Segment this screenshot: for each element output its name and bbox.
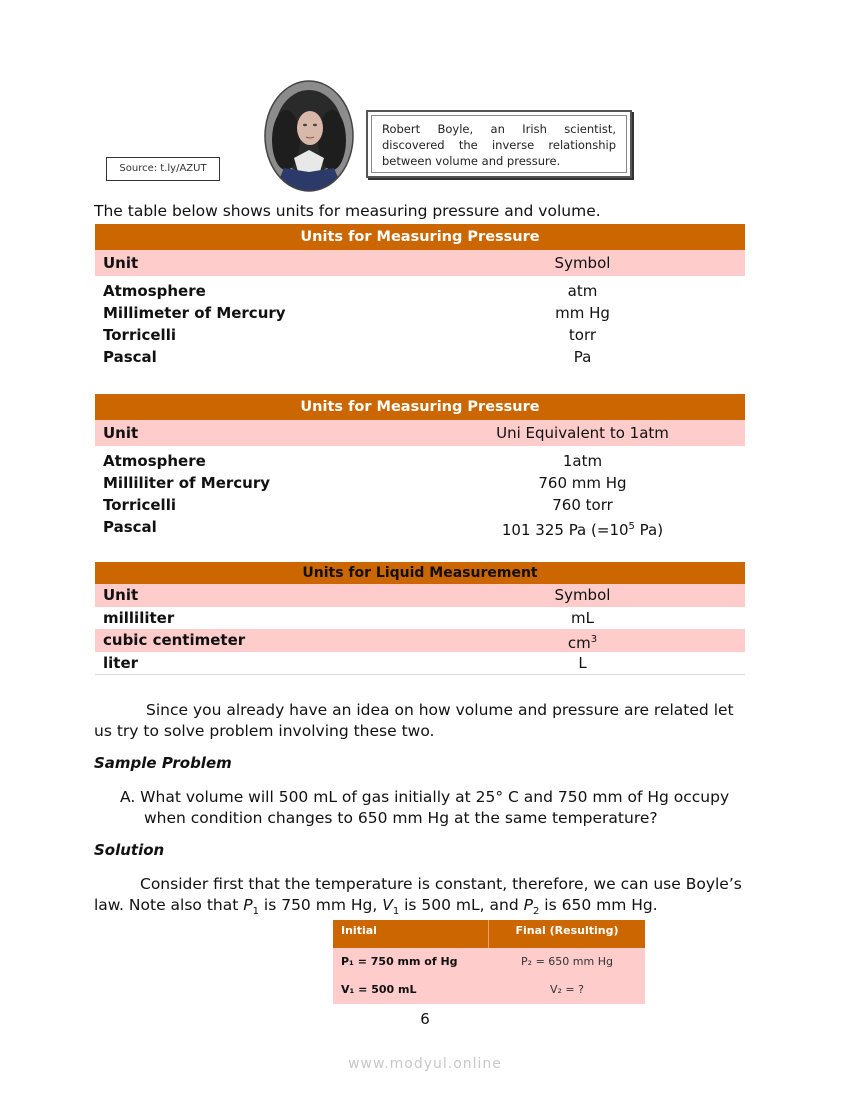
- cell-final: V₂ = ?: [550, 983, 584, 996]
- header-final: Final (Resulting): [515, 924, 619, 937]
- table-row: [95, 302, 745, 324]
- header-symbol: Symbol: [554, 586, 611, 604]
- table-row: [95, 472, 745, 494]
- table-row: [95, 346, 745, 368]
- solution-heading: Solution: [94, 841, 165, 859]
- cell-unit: liter: [103, 653, 139, 672]
- cell-initial: V₁ = 500 mL: [341, 983, 417, 996]
- cell-unit: Torricelli: [103, 496, 176, 514]
- cell-unit: Atmosphere: [103, 282, 206, 300]
- table-header-row: [95, 250, 745, 276]
- table-row: [95, 629, 745, 652]
- table-row: [333, 948, 645, 976]
- table-header-row: [95, 584, 745, 607]
- transition-paragraph: Since you already have an idea on how volume and pressure are related let us try to solve problem involving these two.: [94, 701, 734, 740]
- robert-boyle-portrait: [264, 80, 354, 192]
- cell-unit: Atmosphere: [103, 452, 206, 470]
- pressure-units-table: [95, 224, 745, 368]
- sample-problem-heading: Sample Problem: [94, 754, 232, 772]
- watermark: www.modyul.online: [348, 1056, 502, 1072]
- initial-final-table: [333, 920, 645, 1004]
- table-title: Units for Measuring Pressure: [95, 394, 745, 420]
- cell-symbol: mL: [571, 608, 594, 627]
- table-row: [95, 280, 745, 302]
- table-row: [95, 494, 745, 516]
- cell-unit: Milliliter of Mercury: [103, 474, 271, 492]
- cell-equivalent: 760 torr: [552, 496, 613, 514]
- solution-line-1: Consider first that the temperature is constant, therefore, we can use Boyle’s: [140, 875, 742, 893]
- cell-symbol: $cm^3$: [567, 634, 598, 652]
- header-unit: Unit: [103, 424, 139, 442]
- image-source-label: Source: t.ly/AZUT: [106, 157, 220, 181]
- header-equivalent: Uni Equivalent to 1atm: [496, 424, 669, 442]
- header-initial: Initial: [341, 924, 377, 937]
- table-row: [95, 607, 745, 630]
- cell-unit: Millimeter of Mercury: [103, 304, 286, 322]
- caption-box: [366, 110, 632, 178]
- table-title: Units for Liquid Measurement: [95, 562, 745, 584]
- liquid-units-table: [95, 562, 745, 675]
- cell-symbol: torr: [568, 326, 597, 344]
- cell-unit: Torricelli: [103, 326, 176, 344]
- header-unit: Unit: [103, 254, 139, 272]
- intro-text: The table below shows units for measuring pressure and volume.: [94, 202, 601, 220]
- cell-unit: Pascal: [103, 348, 157, 366]
- header-unit: Unit: [103, 586, 139, 604]
- table-bottom-rule: [95, 674, 745, 675]
- cell-symbol: Pa: [573, 348, 592, 366]
- pressure-equivalents-table: [95, 394, 745, 538]
- mini-header-row: [333, 920, 645, 948]
- cell-symbol: L: [578, 653, 587, 672]
- cell-equivalent: 1atm: [562, 452, 603, 470]
- table-row: [95, 324, 745, 346]
- cell-equivalent: 101 325 Pa ($=10^5$ Pa): [501, 521, 664, 539]
- problem-text: A. What volume will 500 mL of gas initially at 25° C and 750 mm of Hg occupy when condition changes to 650 mm Hg at the same temperature?: [120, 788, 730, 827]
- page-number: 6: [420, 1010, 430, 1028]
- table-row: [95, 450, 745, 472]
- cell-initial: P₁ = 750 mm of Hg: [341, 955, 458, 968]
- cell-final: P₂ = 650 mm Hg: [521, 955, 613, 968]
- table-row: [95, 652, 745, 675]
- table-title: Units for Measuring Pressure: [95, 224, 745, 250]
- solution-line-2: law. Note also that $P_1$ is 750 mm Hg, $V_1$ is 500 mL, and $P_2$ is 650 mm Hg.: [94, 896, 658, 918]
- cell-unit: Pascal: [103, 518, 157, 536]
- cell-unit: cubic centimeter: [103, 631, 246, 649]
- header-symbol: Symbol: [554, 254, 611, 272]
- table-header-row: [95, 420, 745, 446]
- cell-equivalent: 760 mm Hg: [538, 474, 627, 492]
- cell-unit: milliliter: [103, 608, 175, 627]
- caption-text: Robert Boyle, an Irish scientist, discovered the inverse relationship between volume and pressure.: [371, 115, 627, 173]
- cell-symbol: mm Hg: [555, 304, 610, 322]
- table-row: [333, 976, 645, 1004]
- cell-symbol: atm: [567, 282, 598, 300]
- table-row: [95, 516, 745, 538]
